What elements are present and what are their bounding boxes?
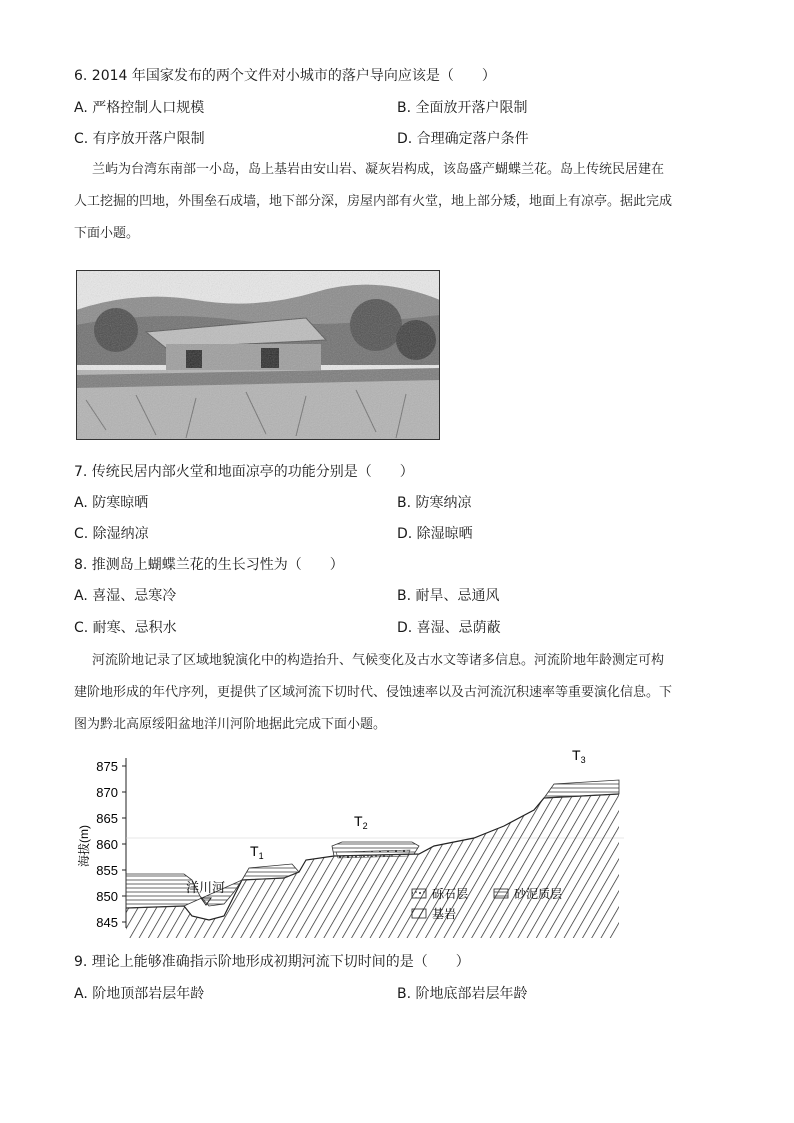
question-8-stem: 8. 推测岛上蝴蝶兰花的生长习性为（ ） [74, 557, 344, 573]
q8-option-b: B. 耐旱、忌通风 [397, 588, 500, 604]
q9-option-b: B. 阶地底部岩层年龄 [397, 986, 528, 1002]
q8-option-d: D. 喜湿、忌荫蔽 [397, 620, 501, 636]
y-tick-845: 845 [96, 915, 118, 930]
y-tick-870: 870 [96, 785, 118, 800]
question-6-stem: 6. 2014 年国家发布的两个文件对小城市的落户导向应该是（ ） [74, 68, 496, 84]
q6-option-d: D. 合理确定落户条件 [397, 131, 529, 147]
question-7-stem: 7. 传统民居内部火堂和地面凉亭的功能分别是（ ） [74, 464, 414, 480]
terrace-t2-label: $T_2$ [354, 813, 368, 831]
traditional-house-photo [76, 270, 440, 440]
y-axis-label: 海拔(m) [77, 825, 91, 867]
legend-gravel-label: 砾石层 [432, 887, 469, 901]
passage-1-line-2: 人工挖掘的凹地，外围垒石成墙，地下部分深，房屋内部有火堂，地上部分矮，地面上有凉亭。据此完成 [74, 194, 673, 209]
y-tick-865: 865 [96, 811, 118, 826]
passage-2-line-2: 建阶地形成的年代序列，更提供了区域河流下切时代、侵蚀速率以及古河流沉积速率等重要演化信息。下 [74, 685, 673, 700]
passage-2-line-1: 河流阶地记录了区域地貌演化中的构造抬升、气候变化及古水文等诸多信息。河流阶地年龄测定可构 [92, 653, 665, 668]
passage-1-line-1: 兰屿为台湾东南部一小岛，岛上基岩由安山岩、凝灰岩构成，该岛盛产蝴蝶兰花。岛上传统民居建在 [92, 162, 665, 177]
q7-option-d: D. 除湿晾晒 [397, 526, 473, 542]
river-label: 洋川河 [186, 880, 226, 895]
legend-clay-swatch [494, 889, 508, 898]
passage-1-line-3: 下面小题。 [74, 226, 140, 241]
passage-2-line-3: 图为黔北高原绥阳盆地洋川河阶地据此完成下面小题。 [74, 717, 387, 732]
q6-option-c: C. 有序放开落户限制 [74, 131, 205, 147]
q6-option-b: B. 全面放开落户限制 [397, 100, 528, 116]
question-9-stem: 9. 理论上能够准确指示阶地形成初期河流下切时间的是（ ） [74, 954, 470, 970]
y-tick-860: 860 [96, 837, 118, 852]
q7-option-c: C. 除湿纳凉 [74, 526, 149, 542]
legend-clay-label: 砂泥质层 [514, 887, 563, 901]
terrace-t3-label: $T_3$ [572, 747, 586, 765]
y-tick-875: 875 [96, 759, 118, 774]
q8-option-a: A. 喜湿、忌寒冷 [74, 588, 177, 604]
y-tick-855: 855 [96, 863, 118, 878]
q9-option-a: A. 阶地顶部岩层年龄 [74, 986, 205, 1002]
river-terrace-diagram [74, 746, 626, 941]
q7-option-a: A. 防寒晾晒 [74, 495, 149, 511]
legend-bedrock-swatch [412, 909, 426, 918]
bedrock-layer [126, 794, 619, 938]
terrace-t1-label: $T_1$ [250, 843, 264, 861]
legend-bedrock-label: 基岩 [432, 907, 457, 921]
q8-option-c: C. 耐寒、忌积水 [74, 620, 177, 636]
y-tick-850: 850 [96, 889, 118, 904]
legend-gravel-swatch [412, 889, 426, 898]
q7-option-b: B. 防寒纳凉 [397, 495, 472, 511]
q6-option-a: A. 严格控制人口规模 [74, 100, 205, 116]
y-axis-ticks [122, 766, 126, 922]
